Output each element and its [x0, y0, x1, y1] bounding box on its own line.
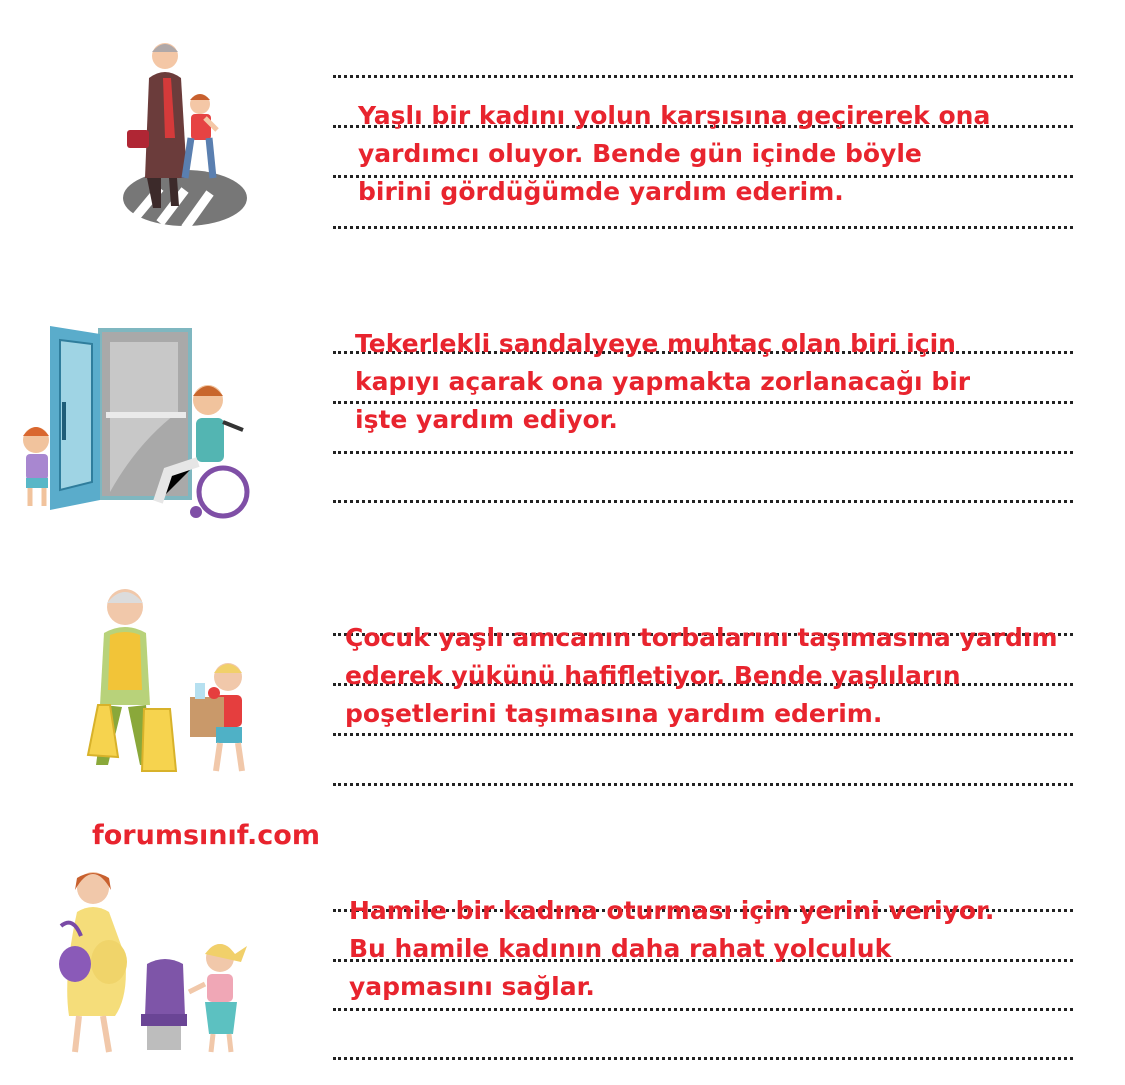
answer-line: yardımcı oluyor. Bende gün içinde böyle: [358, 139, 922, 168]
elderly-woman-crossing-illustration: [105, 38, 255, 238]
elderly-man-bags-illustration: [80, 585, 255, 780]
answer-line: Hamile bir kadına oturması için yerini veriyor.: [349, 896, 995, 925]
pregnant-woman-seat-illustration: [55, 866, 255, 1056]
answer-text-2: [355, 325, 970, 439]
answer-text-3: [345, 619, 1058, 733]
writing-line: [333, 733, 1073, 736]
writing-line: [333, 783, 1073, 786]
answer-line: yapmasını sağlar.: [349, 972, 595, 1001]
answer-line: Tekerlekli sandalyeye muhtaç olan biri için: [355, 329, 956, 358]
writing-line: [333, 75, 1073, 78]
answer-line: kapıyı açarak ona yapmakta zorlanacağı bir: [355, 367, 971, 396]
writing-line: [333, 451, 1073, 454]
answer-line: Bu hamile kadının daha rahat yolculuk: [349, 934, 892, 963]
answer-line: Yaşlı bir kadını yolun karşısına geçirerek ona: [358, 101, 991, 130]
writing-line: [333, 226, 1073, 229]
answer-line: birini gördüğümde yardım ederim.: [358, 177, 844, 206]
answer-line: Çocuk yaşlı amcanın torbalarını taşımasına yardım: [345, 623, 1058, 652]
wheelchair-door-illustration: [18, 322, 253, 524]
writing-line: [333, 1057, 1073, 1060]
answer-line: işte yardım ediyor.: [355, 405, 618, 434]
answer-text-1: [358, 97, 990, 211]
answer-text-4: [349, 892, 994, 1006]
watermark-text: forumsınıf.com: [92, 820, 320, 851]
answer-line: ederek yükünü hafifletiyor. Bende yaşlıların: [345, 661, 961, 690]
writing-line: [333, 500, 1073, 503]
writing-line: [333, 1008, 1073, 1011]
answer-line: poşetlerini taşımasına yardım ederim.: [345, 699, 883, 728]
